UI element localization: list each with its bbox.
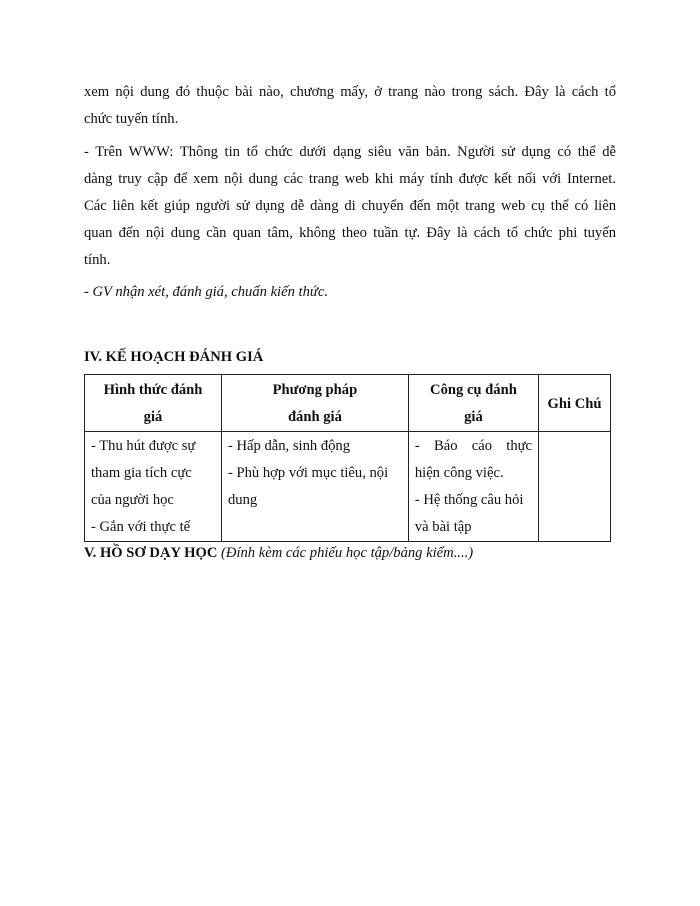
section-5-note: (Đính kèm các phiếu học tập/bảng kiểm....) [221,545,474,561]
section-5 [84,543,616,563]
cell-notes [539,432,611,542]
text-line: dàng truy cập để xem nội dung các trang web khi máy tính được kết nối với Internet. [84,171,616,187]
table-row [85,432,611,542]
paragraph-www-hypertext [84,139,616,274]
section-4-heading: IV. KẾ HOẠCH ĐÁNH GIÁ [84,349,264,365]
section-5-heading: V. HỒ SƠ DẠY HỌC [84,545,218,561]
text-line: tính. [84,252,111,268]
header-assessment-tool: Công cụ đánh giá [408,375,538,432]
assessment-plan-table [84,374,611,542]
text-line: chức tuyến tính. [84,111,179,127]
paragraph-linear-organization [84,79,616,133]
cell-assessment-tool: - Báo cáo thực hiện công việc. - Hệ thống câu hỏi và bài tập [408,432,538,542]
table-header-row [85,375,611,432]
document-page [84,79,616,563]
teacher-note: - GV nhận xét, đánh giá, chuẩn kiến thức. [84,284,328,300]
header-notes: Ghi Chú [539,375,611,432]
text-line: xem nội dung đó thuộc bài nào, chương mấy, ở trang nào trong sách. Đây là cách tổ [84,84,616,100]
header-assessment-method: Phương pháp đánh giá [222,375,409,432]
cell-assessment-form: - Thu hút được sự tham gia tích cực của người học - Gắn với thực tế [85,432,222,542]
text-line: - Trên WWW: Thông tin tổ chức dưới dạng siêu văn bản. Người sử dụng có thể dễ [84,144,616,160]
text-line: Các liên kết giúp người sử dụng dễ dàng di chuyển đến một trang web cụ thể có liên [84,198,616,214]
text-line: quan đến nội dung cần quan tâm, không theo tuần tự. Đây là cách tổ chức phi tuyến [84,225,616,241]
header-assessment-form: Hình thức đánh giá [85,375,222,432]
cell-assessment-method: - Hấp dẫn, sinh động - Phù hợp với mục tiêu, nội dung [222,432,409,542]
